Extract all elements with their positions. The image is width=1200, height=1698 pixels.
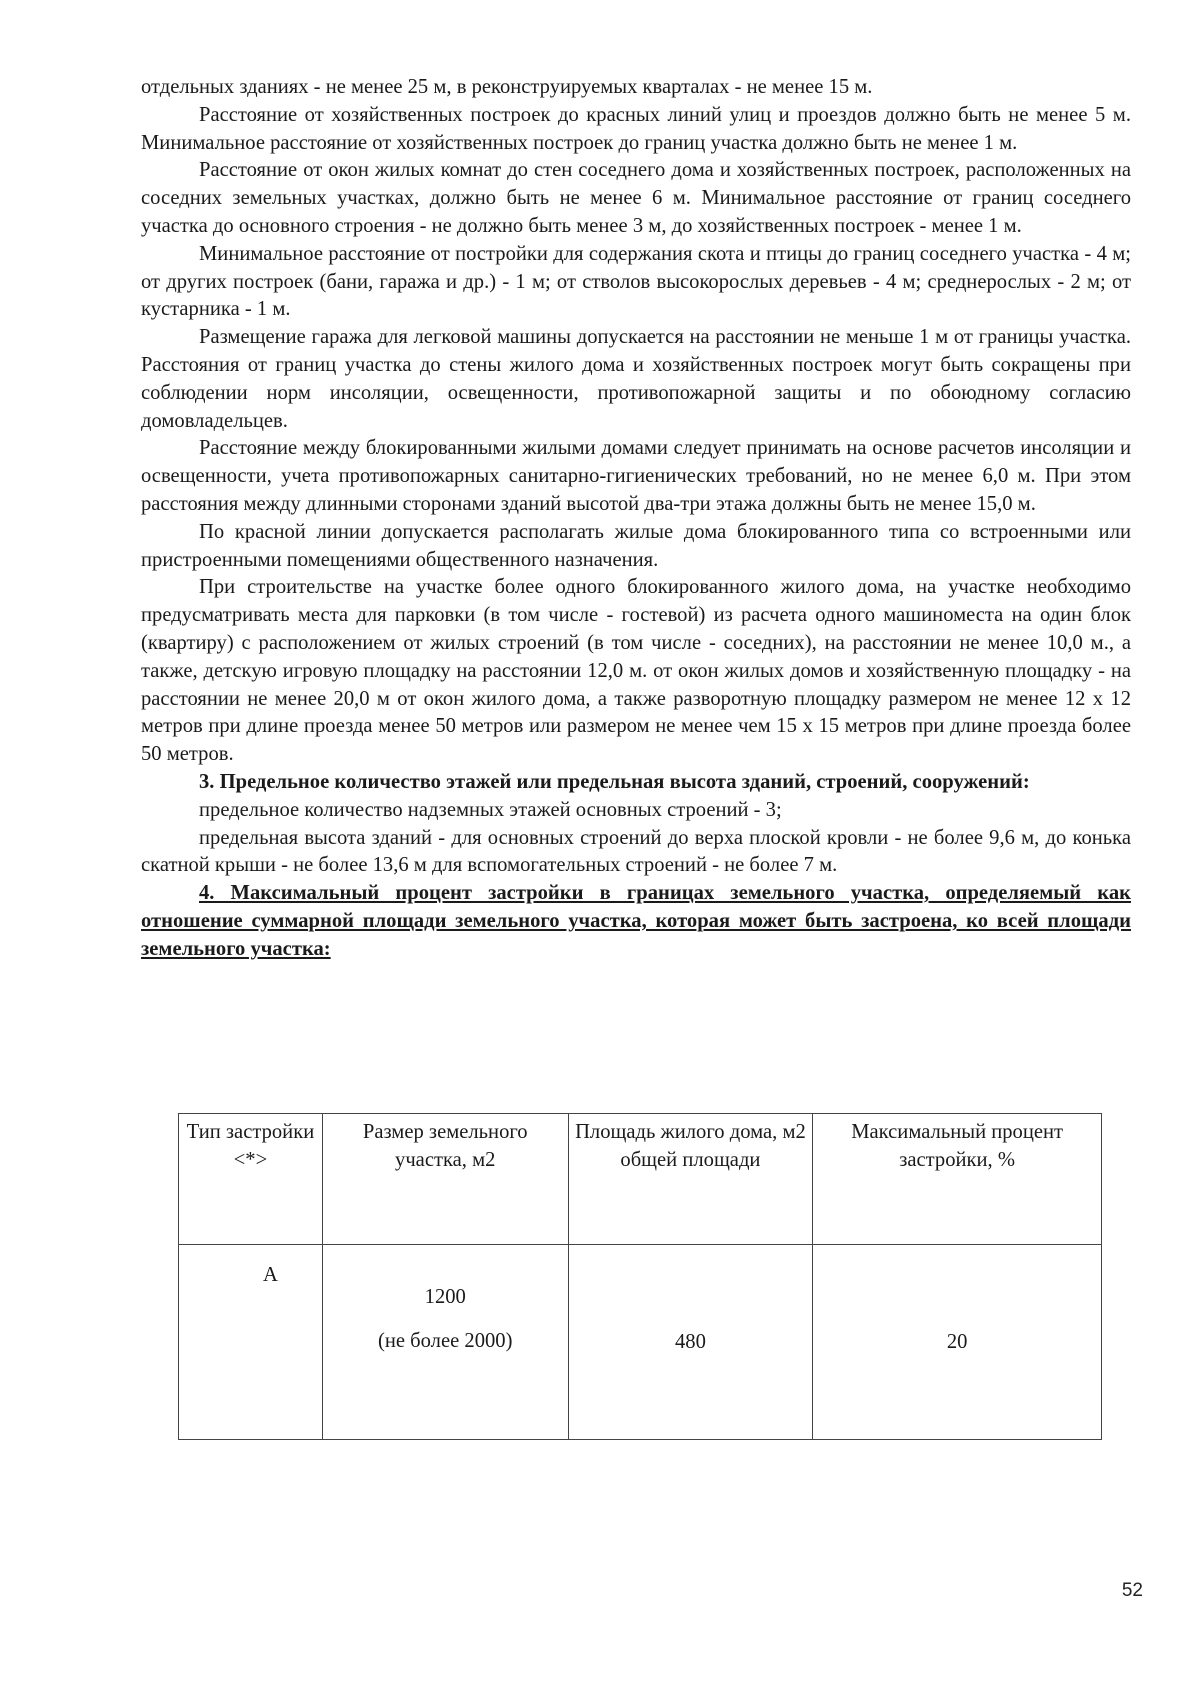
paragraph-4: Минимальное расстояние от постройки для содержания скота и птицы до границ соседнего участка - 4 м; от других построек (бани, гаража и др.) - 1 м; от стволов высокорослых деревьев - 4 м; среднерослых - 2 м; от кустарника - 1 м. (141, 242, 1131, 321)
page-number: 52 (1121, 1580, 1143, 1601)
paragraph-5: Размещение гаража для легковой машины допускается на расстоянии не меньше 1 м от границы участка. Расстояния от границ участка до стены жилого дома и хозяйственных построек могут быть сокращены при соблюдении норм инсоляции, освещенности, противопожарной защиты и по обоюдному согласию домовладельцев. (141, 326, 1131, 432)
cell-max-percent: 20 (813, 1245, 1102, 1440)
paragraph-2: Расстояние от хозяйственных построек до красных линий улиц и проездов должно быть не менее 5 м. Минимальное расстояние от хозяйственных построек до границ участка должно быть не менее 1 м. (141, 103, 1131, 154)
header-house-area: Площадь жилого дома, м2 общей площади (568, 1114, 813, 1245)
header-max-percent: Максимальный процент застройки, % (813, 1114, 1102, 1245)
section-heading-3: 3. Предельное количество этажей или предельная высота зданий, строений, сооружений: (199, 770, 1030, 793)
table-row (179, 1245, 1102, 1440)
build-percent-table (178, 1113, 1102, 1440)
paragraph-8: При строительстве на участке более одного блокированного жилого дома, на участке необходимо предусматривать места для парковки (в том числе - гостевой) из расчета одного машиноместа на один блок (квартиру) с расположением от жилых строений (в том числе - соседних), на расстоянии не менее 10,0 м., а также, детскую игровую площадку на расстоянии 12,0 м. от окон жилых домов и хозяйственную площадку - на расстоянии не менее 20,0 м от окон жилого дома, а также разворотную площадку размером не менее 12 х 12 метров при длине проезда менее 50 метров или размером не менее чем 15 х 15 метров при длине проезда более 50 метров. (141, 576, 1131, 766)
build-percent-table-wrap (178, 1113, 1102, 1440)
paragraph-6: Расстояние между блокированными жилыми домами следует принимать на основе расчетов инсоляции и освещенности, учета противопожарных санитарно-гигиенических требований, но не менее 6,0 м. При этом расстояния между длинными сторонами зданий высотой два-три этажа должны быть не менее 15,0 м. (141, 437, 1131, 515)
header-build-type: Тип застройки <*> (179, 1114, 323, 1245)
header-plot-size: Размер земельного участка, м2 (322, 1114, 568, 1245)
plot-size-note: (не более 2000) (378, 1330, 513, 1352)
cell-plot-size (322, 1245, 568, 1440)
paragraph-3: Расстояние от окон жилых комнат до стен соседнего дома и хозяйственных построек, расположенных на соседних земельных участках, должно быть не менее 6 м. Минимальное расстояние от границ соседнего участка до основного строения - не должно быть менее 3 м, до хозяйственных построек - менее 1 м. (141, 159, 1131, 237)
page-body (141, 74, 1131, 964)
paragraph-7: По красной линии допускается располагать жилые дома блокированного типа со встроенными или пристроенными помещениями общественного назначения. (141, 520, 1131, 571)
cell-build-type (179, 1245, 323, 1440)
paragraph-height: предельная высота зданий - для основных строений до верха плоской кровли - не более 9,6 м, до конька скатной крыши - не более 13,6 м для вспомогательных строений - не более 7 м. (141, 826, 1131, 877)
cell-house-area: 480 (568, 1245, 813, 1440)
section-heading-4: 4. Максимальный процент застройки в границах земельного участка, определяемый как отношение суммарной площади земельного участка, которая может быть застроена, ко всей площади земельного участка: (141, 882, 1131, 960)
build-type-value: А (263, 1264, 278, 1286)
paragraph-1: отдельных зданиях - не менее 25 м, в реконструируемых кварталах - не менее 15 м. (141, 76, 873, 98)
table-header-row (179, 1114, 1102, 1245)
paragraph-floors: предельное количество надземных этажей основных строений - 3; (199, 798, 782, 821)
plot-size-value: 1200 (424, 1286, 466, 1308)
